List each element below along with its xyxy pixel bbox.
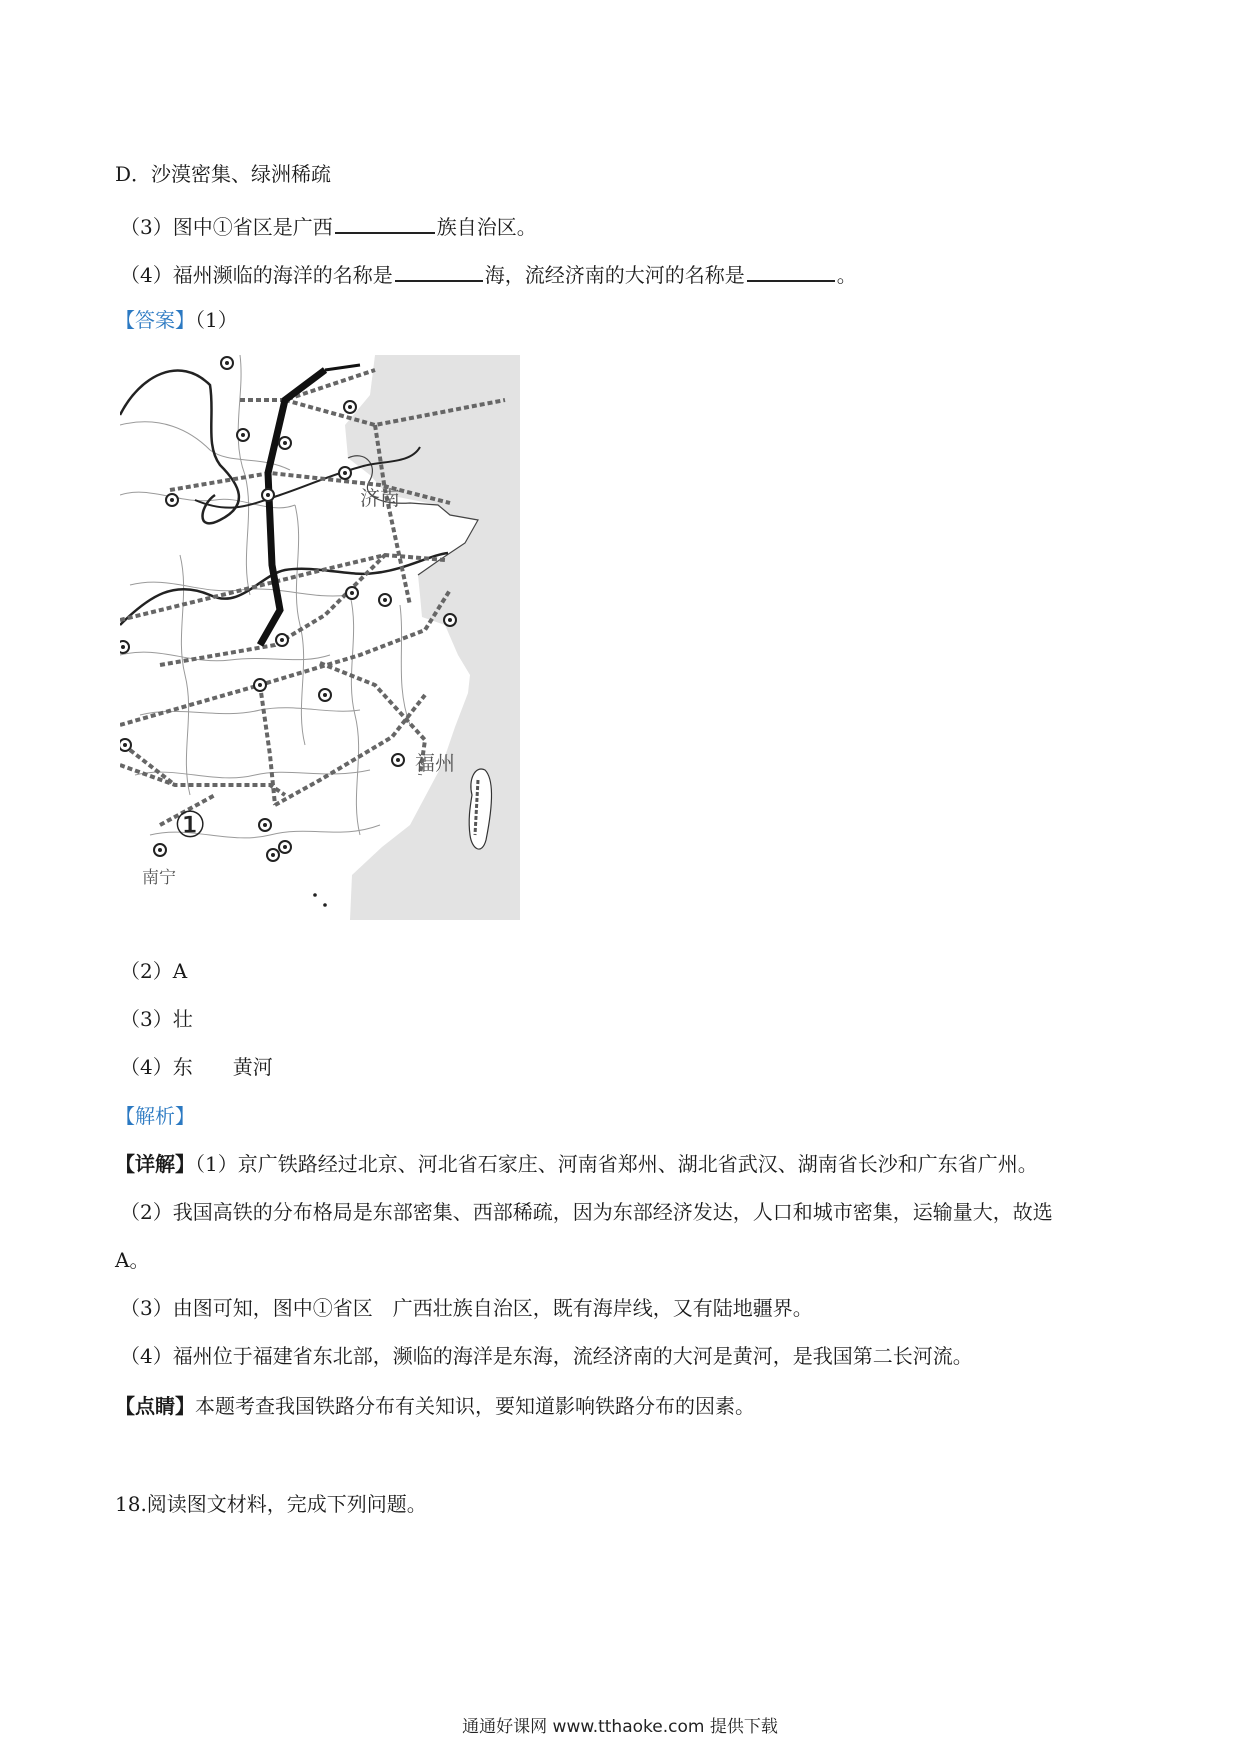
answer-4: （4）东 黄河 xyxy=(120,1055,273,1079)
label-jinan: 济南 xyxy=(360,486,400,510)
analysis-tag: 【解析】 xyxy=(115,1104,195,1128)
key-point xyxy=(115,1392,755,1420)
q4-blank-sea[interactable] xyxy=(395,258,483,282)
detail-3: （3）由图可知，图中①省区 广西壮族自治区，既有海岸线，又有陆地疆界。 xyxy=(120,1296,813,1320)
island-dot xyxy=(323,903,327,907)
q4-suffix: 。 xyxy=(836,263,857,287)
railway-map xyxy=(120,355,520,920)
point-tag: 【点睛】 xyxy=(115,1394,195,1418)
q3-suffix: 族自治区。 xyxy=(436,215,537,239)
railway-map-svg xyxy=(120,355,520,920)
q4-blank-river[interactable] xyxy=(747,258,835,282)
question-18: 18.阅读图文材料，完成下列问题。 xyxy=(115,1492,427,1516)
q4-prefix: （4）福州濒临的海洋的名称是 xyxy=(120,263,393,287)
footer-source: 通通好课网 www.tthaoke.com 提供下载 xyxy=(462,1717,778,1737)
label-nanning: 南宁 xyxy=(142,868,176,888)
question-4 xyxy=(120,258,857,289)
answer-3: （3）壮 xyxy=(120,1007,193,1031)
detail-2a: （2）我国高铁的分布格局是东部密集、西部稀疏，因为东部经济发达，人口和城市密集，运输量大，故选 xyxy=(120,1200,1053,1224)
q3-blank[interactable] xyxy=(335,210,435,234)
answer-tag: 【答案】 xyxy=(115,308,195,332)
option-d: D．沙漠密集、绿洲稀疏 xyxy=(115,162,332,186)
answer-heading xyxy=(115,306,238,334)
detail-1 xyxy=(115,1150,1038,1178)
detail-1-text: （1）京广铁路经过北京、河北省石家庄、河南省郑州、湖北省武汉、湖南省长沙和广东省广州。 xyxy=(195,1152,1038,1176)
detail-tag: 【详解】 xyxy=(115,1152,195,1176)
point-text: 本题考查我国铁路分布有关知识，要知道影响铁路分布的因素。 xyxy=(195,1394,755,1418)
answer-2: （2）A xyxy=(120,959,188,983)
island-dot xyxy=(313,893,317,897)
q3-prefix: （3）图中①省区是广西 xyxy=(120,215,333,239)
q4-middle: 海，流经济南的大河的名称是 xyxy=(484,263,745,287)
analysis-heading xyxy=(115,1102,195,1130)
detail-4: （4）福州位于福建省东北部，濒临的海洋是东海，流经济南的大河是黄河，是我国第二长河流。 xyxy=(120,1344,973,1368)
label-fuzhou: 福州 xyxy=(415,751,455,775)
question-3 xyxy=(120,210,537,241)
label-marker-1: ① xyxy=(174,805,207,846)
answer-1-label: （1） xyxy=(195,308,238,332)
detail-2b: A。 xyxy=(115,1248,150,1272)
